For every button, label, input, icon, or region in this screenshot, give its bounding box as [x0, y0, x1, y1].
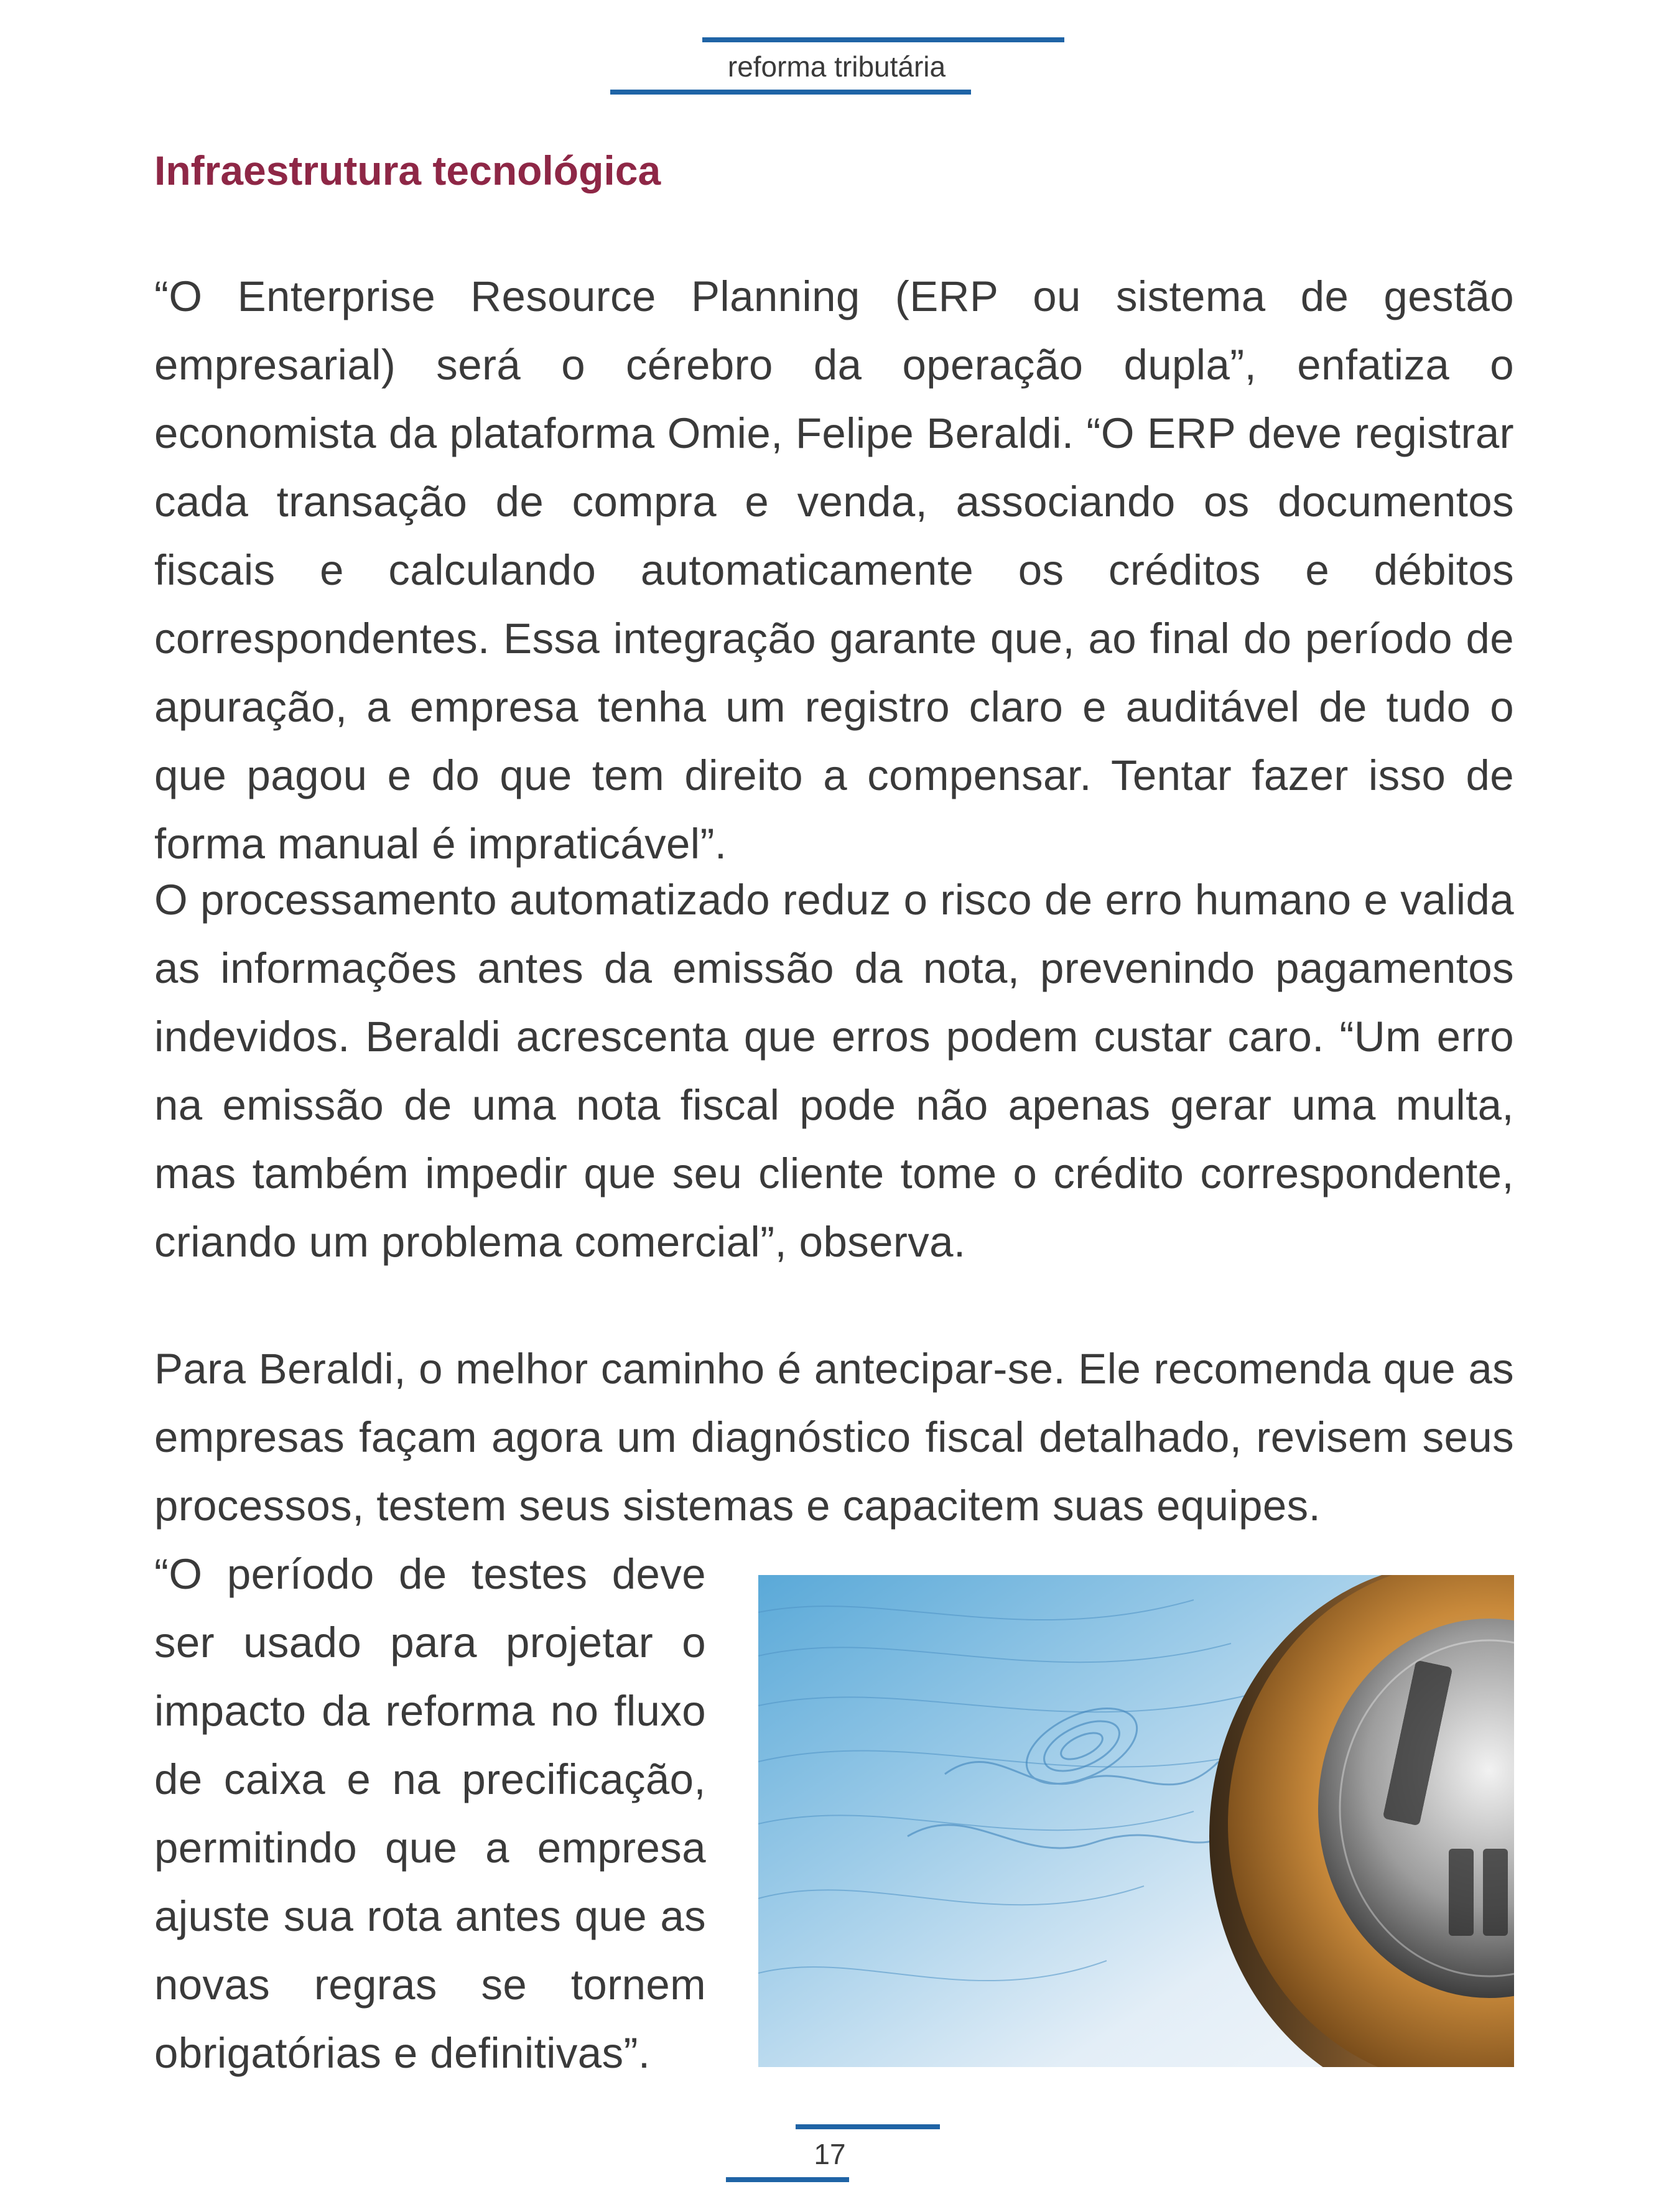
footer-rule-bottom: [726, 2177, 849, 2182]
paragraph-testing-quote: “O período de testes deve ser usado para projetar o impacto da reforma no fluxo de caixa e na precificação, permitindo que a empresa ajuste sua rota antes que as novas regras se tornem obrigatórias e definitivas”.: [154, 1550, 706, 2077]
page-header: [0, 0, 1659, 100]
footer-rule-top: [796, 2124, 940, 2129]
paragraph-automated-processing: O processamento automatizado reduz o risco de erro humano e valida as informações antes da emissão da nota, prevenindo pagamentos indevidos. Beraldi acrescenta que erros podem custar caro. “Um erro na emissão de uma nota fiscal pode não apenas gerar uma multa, mas também impedir que seu cliente tome o crédito correspondente, criando um problema comercial”, observa.: [154, 876, 1514, 1266]
header-rule-bottom: [610, 90, 971, 95]
page-number: 17: [814, 2138, 846, 2170]
paragraph-recommendation: Para Beraldi, o melhor caminho é antecipar-se. Ele recomenda que as empresas façam agora um diagnóstico fiscal detalhado, revisem seus processos, testem seus sistemas e capacitem suas equipes.: [154, 1345, 1514, 1530]
header-rule-top: [702, 37, 1064, 42]
coin-photo-illustration: [758, 1575, 1514, 2067]
paragraph-erp-quote: “O Enterprise Resource Planning (ERP ou sistema de gestão empresarial) será o cérebro da operação dupla”, enfatiza o economista da plataforma Omie, Felipe Beraldi. “O ERP deve registrar cada transação de compra e venda, associando os documentos fiscais e calculando automaticamente os créditos e débitos correspondentes. Essa integração garante que, ao final do período de apuração, a empresa tenha um registro claro e auditável de tudo o que pagou e do que tem direito a compensar. Tentar fazer isso de forma manual é impraticável”.: [154, 272, 1514, 868]
section-heading: Infraestrutura tecnológica: [154, 147, 661, 193]
section-label: reforma tributária: [727, 50, 946, 83]
banknote-and-coin-photo: [758, 1575, 1514, 2067]
